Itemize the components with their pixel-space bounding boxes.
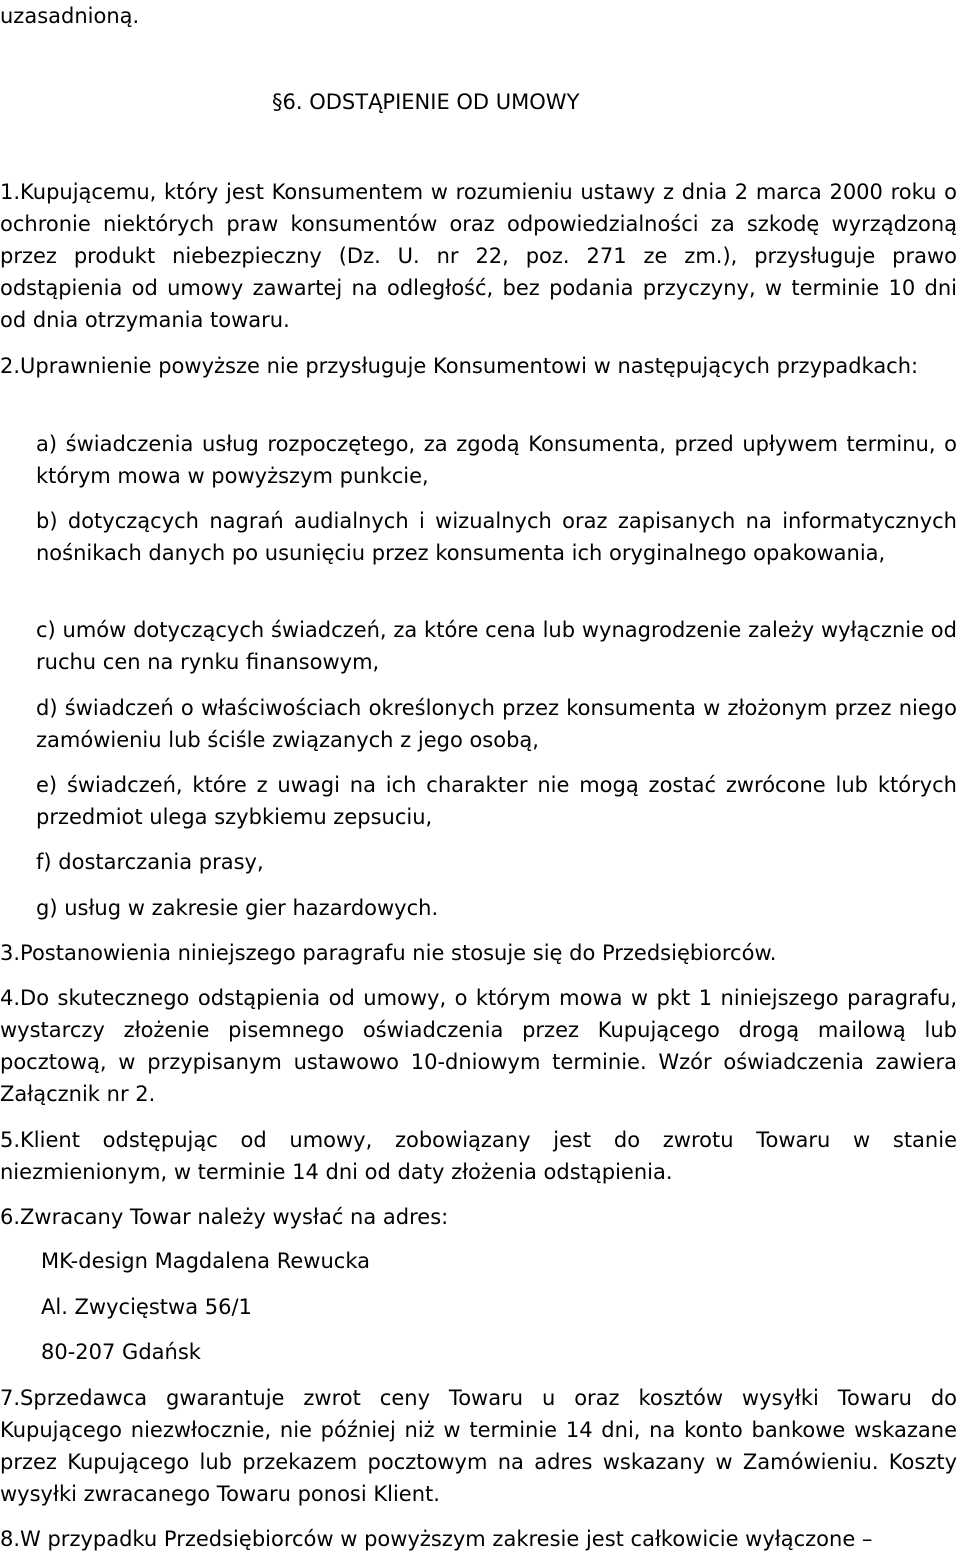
intro-tail-text: uzasadnioną. [0, 4, 140, 28]
list-item-c: c) umów dotyczących świadczeń, za które cena lub wynagrodzenie zależy wyłącznie od ruchu cen na rynku finansowym, [36, 618, 957, 674]
list-item-f: f) dostarczania prasy, [36, 850, 264, 874]
list-item-d: d) świadczeń o właściwościach określonych przez konsumenta w złożonym przez niego zamówieniu lub ściśle związanych z jego osobą, [36, 696, 957, 752]
address-city: 80-207 Gdańsk [41, 1340, 201, 1364]
list-item-g: g) usług w zakresie gier hazardowych. [36, 896, 439, 920]
list-item-b: b) dotyczących nagrań audialnych i wizualnych oraz zapisanych na informatycznych nośnikach danych po usunięciu przez konsumenta ich oryginalnego opakowania, [36, 509, 957, 565]
paragraph-5: 5.Klient odstępując od umowy, zobowiązany jest do zwrotu Towaru w stanie niezmienionym, w terminie 14 dni od daty złożenia odstąpienia. [0, 1128, 957, 1184]
paragraph-7: 7.Sprzedawca gwarantuje zwrot ceny Towaru u oraz kosztów wysyłki Towaru do Kupującego niezwłocznie, nie później niż w terminie 14 dni, na konto bankowe wskazane przez Kupującego lub przekazem pocztowym na adres wskazany w Zamówieniu. Koszty wysyłki zwracanego Towaru ponosi Klient. [0, 1386, 957, 1506]
paragraph-6: 6.Zwracany Towar należy wysłać na adres: [0, 1205, 449, 1229]
paragraph-4: 4.Do skutecznego odstąpienia od umowy, o którym mowa w pkt 1 niniejszego paragrafu, wystarczy złożenie pisemnego oświadczenia przez Kupującego drogą mailową lub pocztową, w przypisanym ustawowo 10-dniowym terminie. Wzór oświadczenia zawiera Załącznik nr 2. [0, 986, 957, 1106]
paragraph-2: 2.Uprawnienie powyższe nie przysługuje Konsumentowi w następujących przypadkach: [0, 354, 919, 378]
address-name: MK-design Magdalena Rewucka [41, 1249, 370, 1273]
paragraph-3: 3.Postanowienia niniejszego paragrafu nie stosuje się do Przedsiębiorców. [0, 941, 777, 965]
paragraph-8-partial: 8.W przypadku Przedsiębiorców w powyższym zakresie jest całkowicie wyłączone – [0, 1527, 873, 1551]
paragraph-1: 1.Kupującemu, który jest Konsumentem w rozumieniu ustawy z dnia 2 marca 2000 roku o ochronie niektórych praw konsumentów oraz odpowiedzialności za szkodę wyrządzoną przez produkt niebezpieczny (Dz. U. nr 22, poz. 271 ze zm.), przysługuje prawo odstąpienia od umowy zawartej na odległość, bez podania przyczyny, w terminie 10 dni od dnia otrzymania towaru. [0, 180, 957, 332]
list-item-a: a) świadczenia usług rozpoczętego, za zgodą Konsumenta, przed upływem terminu, o którym mowa w powyższym punkcie, [36, 432, 957, 488]
address-street: Al. Zwycięstwa 56/1 [41, 1295, 252, 1319]
section-heading: §6. ODSTĄPIENIE OD UMOWY [272, 90, 580, 114]
list-item-e: e) świadczeń, które z uwagi na ich charakter nie mogą zostać zwrócone lub których przedmiot ulega szybkiemu zepsuciu, [36, 773, 957, 829]
